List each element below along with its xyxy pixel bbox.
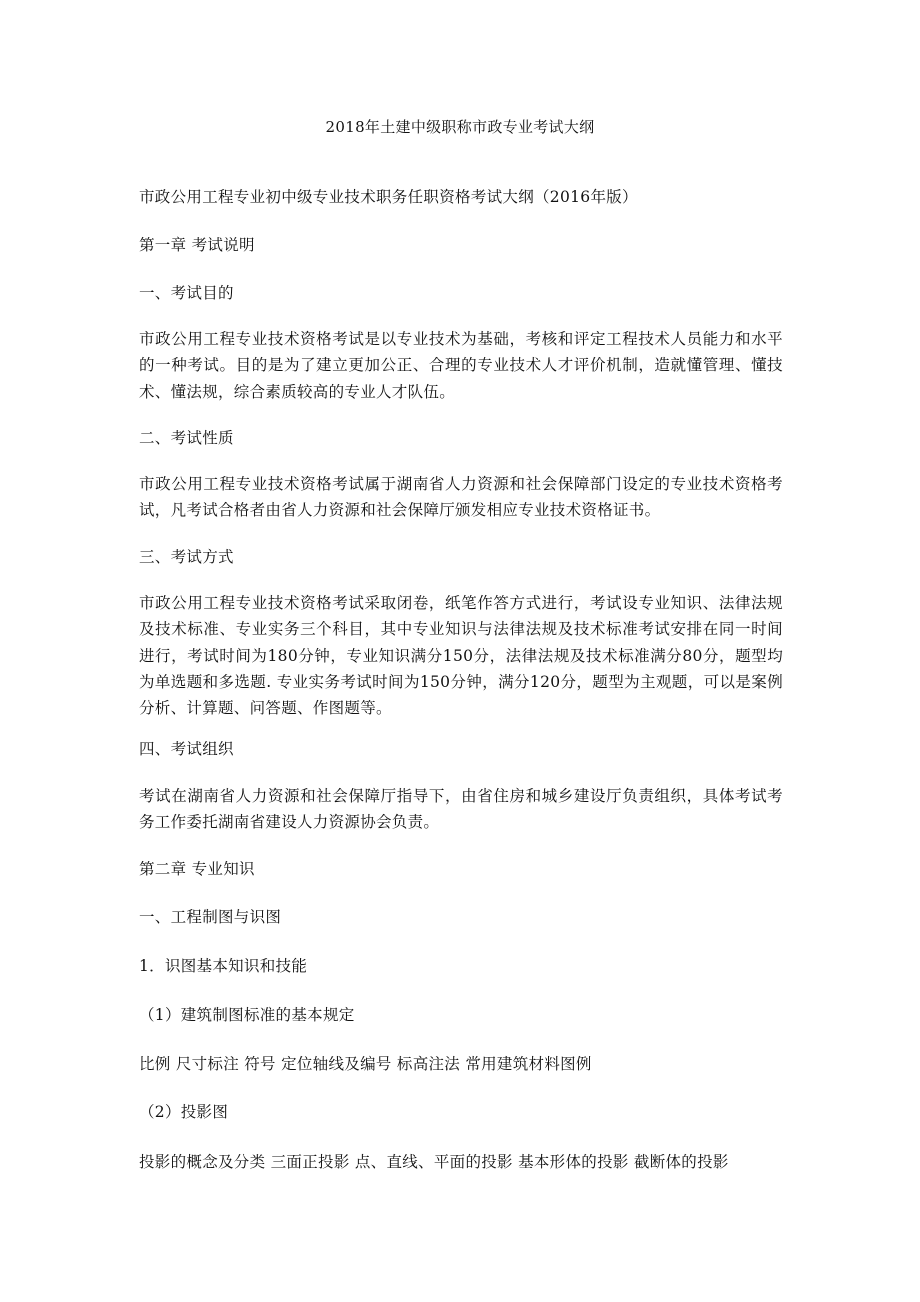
document-title: 2018年土建中级职称市政专业考试大纲 [325, 118, 595, 136]
section-4-paragraph: 考试在湖南省人力资源和社会保障厅指导下，由省住房和城乡建设厅负责组织，具体考试考务工作委托湖南省建设人力资源协会负责。 [139, 787, 783, 832]
section-4-heading: 四、考试组织 [139, 740, 234, 758]
section-2-paragraph: 市政公用工程专业技术资格考试属于湖南省人力资源和社会保障部门设定的专业技术资格考试，凡考试合格者由省人力资源和社会保障厅颁发相应专业技术资格证书。 [139, 475, 783, 520]
chapter-2-subitem-2: （2）投影图 [139, 1103, 229, 1121]
section-1-paragraph: 市政公用工程专业技术资格考试是以专业技术为基础，考核和评定工程技术人员能力和水平的一种考试。目的是为了建立更加公正、合理的专业技术人才评价机制，造就懂管理、懂技术、懂法规，综合素质较高的专业人才队伍。 [139, 330, 783, 401]
section-3-heading: 三、考试方式 [139, 548, 234, 566]
document-subtitle: 市政公用工程专业初中级专业技术职务任职资格考试大纲（2016年版） [139, 188, 638, 206]
section-3-paragraph: 市政公用工程专业技术资格考试采取闭卷，纸笔作答方式进行，考试设专业知识、法律法规及技术标准、专业实务三个科目，其中专业知识与法律法规及技术标准考试安排在同一时间进行，考试时间为180分钟，专业知识满分150分，法律法规及技术标准满分80分，题型均为单选题和多选题. 专业实务考试时间为150分钟，满分120分，题型为主观题，可以是案例分析、计算题、问答题、作图题等。 [139, 594, 783, 718]
chapter-2-subitem-1-text: 比例 尺寸标注 符号 定位轴线及编号 标高注法 常用建筑材料图例 [139, 1055, 592, 1073]
section-2-heading: 二、考试性质 [139, 429, 234, 447]
chapter-2-subitem-1: （1）建筑制图标准的基本规定 [139, 1006, 355, 1024]
section-1-heading: 一、考试目的 [139, 284, 234, 302]
chapter-2-heading: 第二章 专业知识 [139, 860, 255, 878]
chapter-2-section-1-heading: 一、工程制图与识图 [139, 908, 282, 926]
chapter-2-subitem-2-text: 投影的概念及分类 三面正投影 点、直线、平面的投影 基本形体的投影 截断体的投影 [139, 1153, 729, 1171]
chapter-2-item-1: 1．识图基本知识和技能 [139, 957, 308, 975]
chapter-1-heading: 第一章 考试说明 [139, 236, 255, 254]
